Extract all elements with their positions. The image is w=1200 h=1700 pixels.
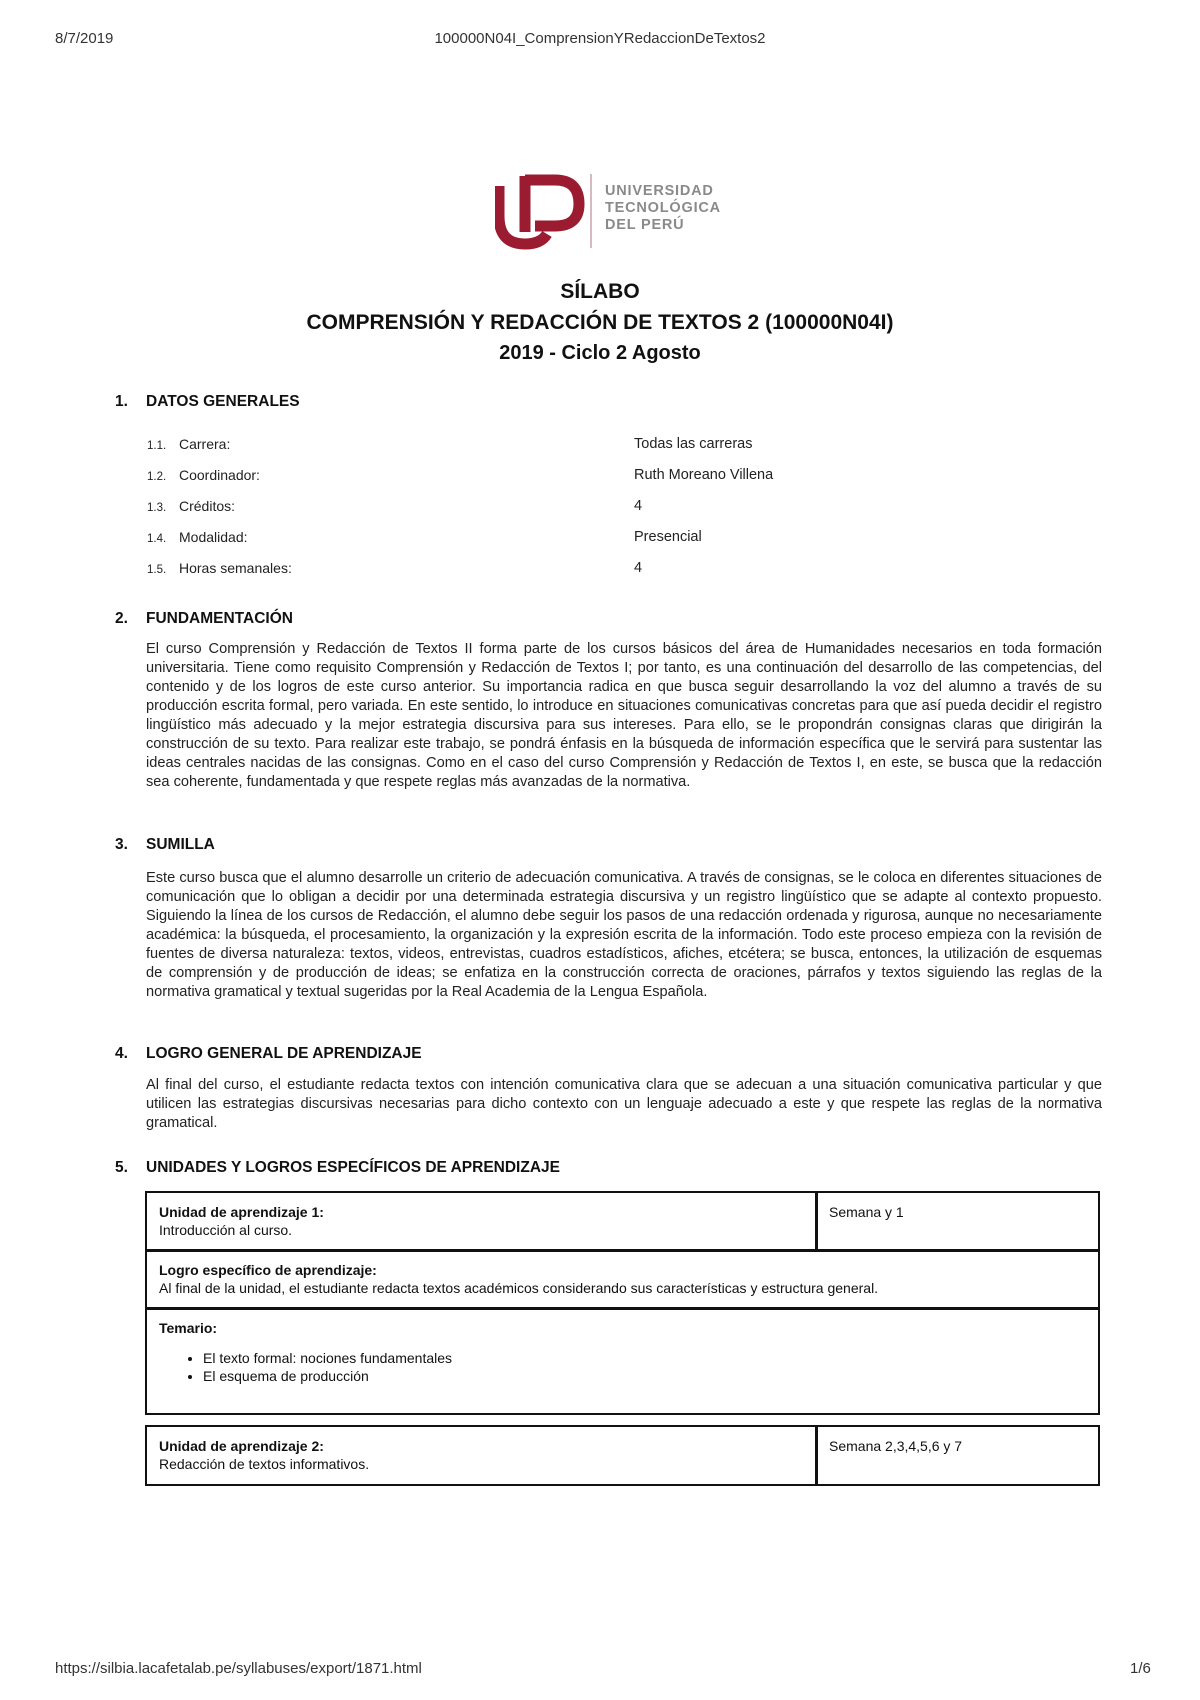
unidad-1-label: Unidad de aprendizaje 1: (159, 1204, 324, 1220)
sumilla-text: Este curso busca que el alumno desarrolle un criterio de adecuación comunicativa. A través de consignas, se le coloca en diferentes situaciones de comunicación que lo obligan a decidir por una determinada estrategia discursiva y un registro lingüístico que se adapte al contexto propuesto. Siguiendo la línea de los cursos de Redacción, el alumno debe seguir los pasos de una redacción ordenada y rigurosa, aunque no necesariamente académica: la búsqueda, el procesamiento, la organización y la expresión escrita de la información. Todo este proceso empieza con la revisión de fuentes de diversa naturaleza: textos, videos, entrevistas, cuadros estadísticos, afiches, etcétera; se busca, entonces, la utilización de esquemas de comprensión y de producción de ideas; se enfatiza en la construcción correcta de oraciones, párrafos y textos siguiendo las reglas de la normativa gramatical y textual sugeridas por la Real Academia de la Lengua Española. (146, 870, 1102, 1000)
datos-row-label (147, 436, 230, 452)
course-title: COMPRENSIÓN Y REDACCIÓN DE TEXTOS 2 (100000N04I) (306, 311, 894, 334)
print-doc-title: 100000N04I_ComprensionYRedaccionDeTextos2 (434, 30, 766, 47)
datos-row-label-text: Créditos: (179, 498, 236, 514)
datos-row-label (147, 560, 292, 576)
unidad-2-table (145, 1425, 1100, 1486)
datos-row-value: 4 (634, 560, 643, 576)
section-heading-datos-generales (115, 393, 300, 411)
unidad-2-label: Unidad de aprendizaje 2: (159, 1438, 324, 1454)
datos-row-label-text: Horas semanales: (179, 560, 292, 576)
datos-row-number: 1.5. (147, 564, 167, 576)
datos-row-label-text: Coordinador: (179, 467, 260, 483)
datos-row-label (147, 529, 248, 545)
unidad-2-name: Redacción de textos informativos. (159, 1456, 370, 1472)
datos-row-label-text: Carrera: (179, 436, 231, 452)
utp-logo-mark (495, 172, 595, 250)
unidad-2-title-cell (147, 1427, 815, 1483)
datos-row-value: Presencial (634, 529, 702, 545)
unidad-1-name: Introducción al curso. (159, 1222, 293, 1238)
datos-row-label-text: Modalidad: (179, 529, 248, 545)
print-date: 8/7/2019 (55, 30, 114, 47)
logro-especifico-label: Logro específico de aprendizaje: (159, 1262, 377, 1278)
unidad-2-weeks: Semana 2,3,4,5,6 y 7 (829, 1438, 963, 1454)
document-title: SÍLABO (560, 280, 640, 303)
section-number: 2. (115, 610, 128, 627)
print-url: https://silbia.lacafetalab.pe/syllabuses/export/1871.html (55, 1660, 422, 1677)
section-title: FUNDAMENTACIÓN (146, 610, 293, 627)
print-page-number: 1/6 (1130, 1660, 1151, 1677)
section-heading-unidades (115, 1159, 560, 1177)
university-name (605, 183, 721, 234)
section-title: UNIDADES Y LOGROS ESPECÍFICOS DE APRENDIZAJE (146, 1159, 560, 1176)
section-number: 5. (115, 1159, 128, 1176)
unidad-1-temario-cell (147, 1309, 1097, 1395)
temario-item: • El esquema de producción (203, 1367, 1085, 1385)
section-heading-logro-general (115, 1045, 422, 1063)
unidad-1-weeks: Semana y 1 (829, 1204, 904, 1220)
utp-logo (495, 172, 720, 250)
unidad-1-table (145, 1191, 1100, 1415)
temario-label: Temario: (159, 1320, 218, 1336)
datos-row-value: 4 (634, 498, 643, 514)
datos-row-number: 1.3. (147, 502, 167, 514)
section-heading-sumilla (115, 836, 215, 854)
logo-line-2: TECNOLÓGICA (605, 200, 721, 216)
course-period: 2019 - Ciclo 2 Agosto (499, 342, 701, 364)
unidad-1-title-cell (147, 1193, 815, 1249)
datos-row-number: 1.4. (147, 533, 167, 545)
logo-line-3: DEL PERÚ (605, 217, 685, 233)
section-title: DATOS GENERALES (146, 393, 300, 410)
datos-row-value: Ruth Moreano Villena (634, 467, 774, 483)
section-number: 3. (115, 836, 128, 853)
section-heading-fundamentacion (115, 610, 293, 628)
section-number: 1. (115, 393, 128, 410)
datos-row-label (147, 498, 235, 514)
fundamentacion-text: El curso Comprensión y Redacción de Textos II forma parte de los cursos básicos del área de Humanidades necesarios en toda formación universitaria. Tiene como requisito Comprensión y Redacción de Textos I; por tanto, es una continuación del desarrollo de las competencias, del contenido y de los logros de este curso anterior. Su importancia radica en que busca seguir desarrollando la voz del alumno a través de su producción escrita formal, pero variada. En este sentido, lo introduce en situaciones comunicativas concretas para que así pueda decidir el registro lingüístico más adecuado y la mejor estrategia discursiva para sus intereses. Para ello, se le propondrán consignas claras que dirigirán la construcción de su texto. Para realizar este trabajo, se pondrá énfasis en la búsqueda de información específica que le servirá para sustentar las ideas centrales nacidas de las consignas. Como en el caso del curso Comprensión y Redacción de Textos I, en este, se busca que la redacción sea coherente, fundamentada y que respete reglas más avanzadas de la normativa. (146, 641, 1102, 790)
logro-especifico-text: Al final de la unidad, el estudiante redacta textos académicos considerando sus características y estructura general. (159, 1280, 879, 1296)
section-title: LOGRO GENERAL DE APRENDIZAJE (146, 1045, 422, 1062)
temario-item: • El texto formal: nociones fundamentales (203, 1349, 1085, 1367)
unidad-1-logro-cell (147, 1251, 1097, 1307)
temario-list (159, 1349, 1085, 1385)
unidad-2-weeks-cell (817, 1427, 1097, 1465)
datos-row-number: 1.1. (147, 440, 167, 452)
datos-row-number: 1.2. (147, 471, 167, 483)
unidad-1-weeks-cell (817, 1193, 1097, 1231)
section-title: SUMILLA (146, 836, 215, 853)
datos-row-label (147, 467, 260, 483)
section-number: 4. (115, 1045, 128, 1062)
datos-row-value: Todas las carreras (634, 436, 753, 452)
logro-general-text: Al final del curso, el estudiante redacta textos con intención comunicativa clara que se adecuan a una situación comunicativa particular y que utilicen las estrategias discursivas necesarias para dicho contexto con un lenguaje adecuado a este y que respete las reglas de la normativa gramatical. (146, 1077, 1102, 1131)
logo-line-1: UNIVERSIDAD (605, 183, 714, 199)
